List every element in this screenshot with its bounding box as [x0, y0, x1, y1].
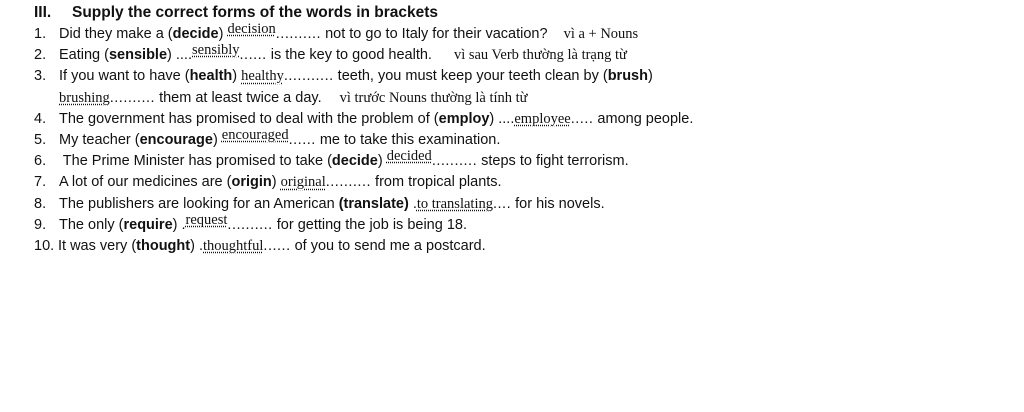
item-text: teeth, you must keep your teeth clean by (	[333, 68, 608, 85]
handwritten-note: vì trước Nouns thường là tính từ	[339, 89, 528, 106]
item-text: me to take this examination.	[315, 131, 501, 148]
bracket-word: decide	[172, 26, 219, 42]
handwritten-note: vì sau Verb thường là trạng từ	[453, 47, 627, 64]
item-number: 5.	[34, 131, 47, 148]
heading-text: Supply the correct forms of the words in brackets	[72, 4, 439, 21]
item-number: 10.	[34, 237, 55, 254]
blank-dots: ..........	[431, 153, 478, 170]
item-text: )	[212, 131, 222, 148]
handwritten-answer: thoughtful	[203, 237, 264, 254]
exercise-item-1	[34, 21, 1014, 45]
item-text: Did they make a (	[59, 26, 173, 42]
item-number: 2.	[34, 47, 47, 64]
item-text: not to go to Italy for their vacation?	[321, 26, 548, 42]
item-text: is the key to good health.	[266, 47, 432, 64]
exercise-item-9	[34, 211, 1014, 236]
item-text: It was very (	[58, 237, 137, 254]
handwritten-answer: request	[185, 211, 228, 228]
handwritten-answer: sensibly	[192, 42, 240, 59]
bracket-word: health	[189, 68, 233, 85]
bracket-word: encourage	[139, 131, 213, 148]
bracket-word: require	[123, 216, 173, 233]
item-text: )	[232, 68, 242, 85]
exercise-item-10	[34, 236, 1014, 257]
bracket-word: sensible	[108, 47, 168, 64]
blank-dots: .....	[570, 110, 594, 127]
exercise-item-3-continued	[34, 88, 1014, 109]
item-number: 7.	[34, 174, 47, 191]
item-text: among people.	[593, 110, 694, 127]
item-number: 6.	[34, 153, 47, 170]
bracket-word: employ	[438, 110, 490, 127]
bracket-word: decide	[331, 153, 378, 170]
item-text: The only (	[59, 216, 124, 233]
bracket-word: (translate)	[338, 195, 409, 212]
heading-number: III.	[34, 4, 52, 21]
item-text: )	[647, 68, 653, 85]
bracket-word: thought	[136, 237, 191, 254]
handwritten-answer: brushing	[59, 89, 110, 106]
item-text: .	[408, 195, 417, 212]
handwritten-answer: employee	[514, 110, 571, 127]
exercise-item-2	[34, 42, 1014, 66]
exercise-item-6	[34, 148, 1014, 172]
exercise-item-4	[34, 109, 1014, 130]
item-text: The government has promised to deal with the problem of (	[59, 110, 439, 127]
item-text: The Prime Minister has promised to take (	[59, 153, 332, 170]
item-text: from tropical plants.	[371, 174, 502, 191]
item-number: 1.	[34, 26, 47, 42]
item-text: A lot of our medicines are (	[59, 174, 232, 191]
item-number: 4.	[34, 110, 47, 127]
item-text: My teacher (	[59, 131, 140, 148]
blank-dots: ..........	[227, 216, 273, 233]
item-number: 9.	[34, 216, 47, 233]
item-text: of you to send me a postcard.	[290, 237, 486, 254]
exercise-document	[34, 2, 1014, 257]
item-text: for getting the job is being 18.	[272, 216, 467, 233]
item-text: If you want to have (	[59, 68, 190, 85]
handwritten-answer: decided	[386, 148, 432, 165]
handwritten-answer: original	[280, 174, 326, 191]
blank-dots: ......	[288, 131, 316, 148]
item-text: )	[377, 153, 387, 170]
blank-dots: ...........	[283, 68, 334, 85]
item-number: 8.	[34, 195, 47, 212]
item-text: Eating (	[59, 47, 109, 64]
blank-dots: ..........	[325, 174, 372, 191]
item-text: for his novels.	[511, 195, 605, 212]
exercise-item-5	[34, 126, 1014, 151]
blank-dots: ....	[492, 195, 512, 212]
exercise-item-3	[34, 66, 1014, 87]
item-text: ) .	[190, 237, 203, 254]
handwritten-answer: to translating	[416, 195, 493, 212]
bracket-word: origin	[231, 174, 272, 191]
blank-dots: ..........	[275, 26, 322, 42]
exercise-item-8	[34, 194, 1014, 215]
item-text: ) .	[172, 216, 186, 233]
item-number: 3.	[34, 68, 47, 85]
exercise-heading	[34, 2, 1014, 24]
handwritten-answer: healthy	[241, 68, 284, 85]
item-text: The publishers are looking for an American	[59, 195, 339, 212]
item-text: ) ....	[489, 110, 515, 127]
blank-dots: ......	[263, 237, 291, 254]
item-text: )	[271, 174, 281, 191]
blank-dots: ..........	[109, 89, 156, 106]
blank-dots: ......	[239, 47, 267, 64]
exercise-item-7	[34, 172, 1014, 193]
item-text: them at least twice a day.	[155, 89, 322, 106]
handwritten-note: vì a + Nouns	[563, 26, 639, 42]
handwritten-answer: decision	[227, 21, 276, 37]
handwritten-answer: encouraged	[221, 126, 289, 143]
item-text: )	[218, 26, 228, 42]
item-text: ) ....	[167, 47, 192, 64]
item-text: steps to fight terrorism.	[477, 153, 629, 170]
bracket-word: brush	[607, 68, 648, 85]
